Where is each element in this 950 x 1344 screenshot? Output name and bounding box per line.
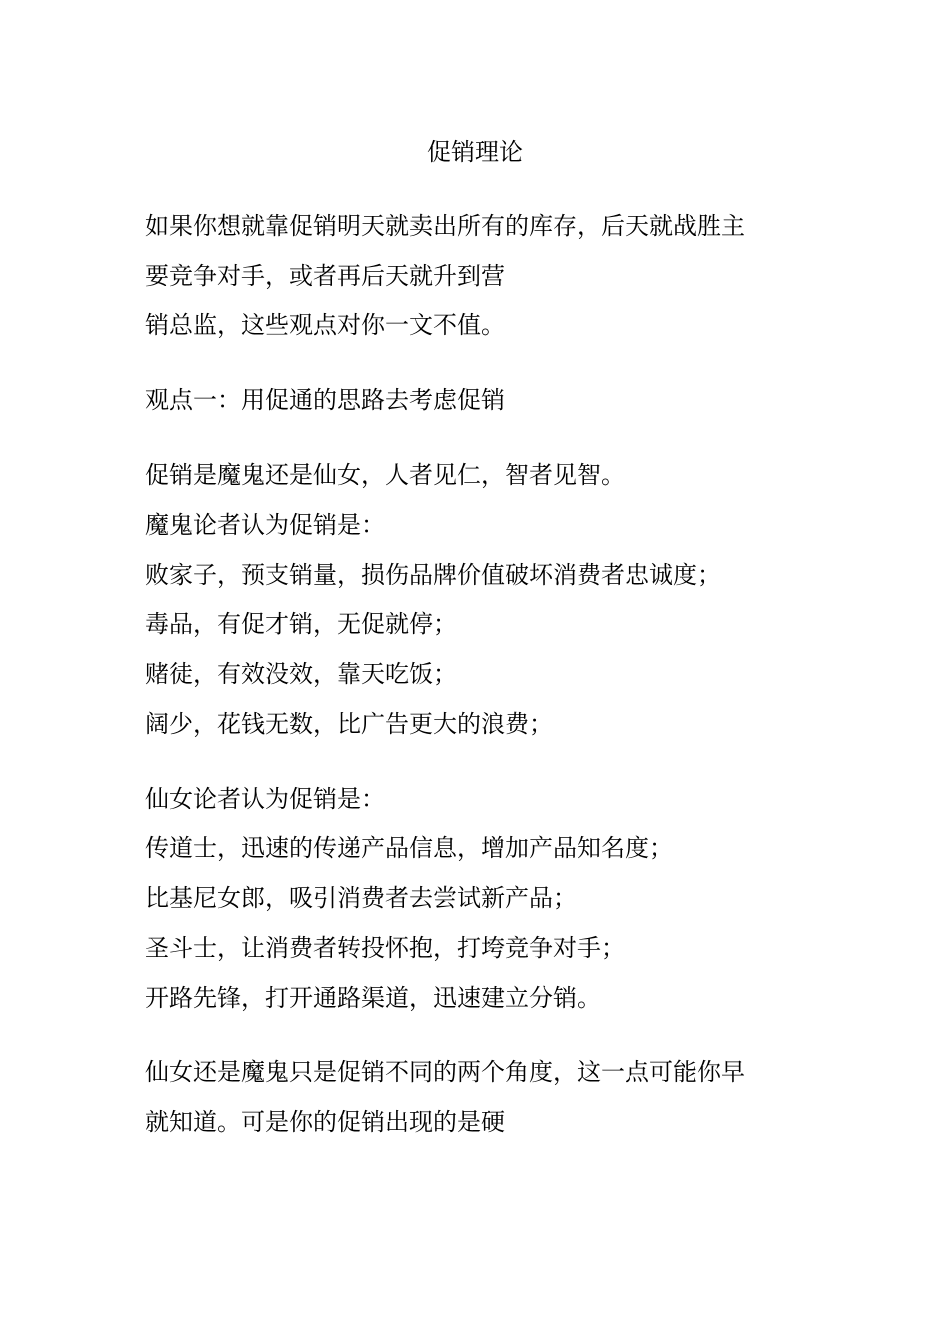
list-item: 传道士，迅速的传递产品信息，增加产品知名度； — [145, 834, 673, 862]
paragraph-line: 魔鬼论者认为促销是： — [145, 511, 385, 539]
document-title: 促销理论 — [427, 138, 523, 166]
paragraph-line: 就知道。可是你的促销出现的是硬 — [145, 1108, 505, 1136]
paragraph-line: 仙女还是魔鬼只是促销不同的两个角度，这一点可能你早 — [145, 1058, 745, 1086]
paragraph-line: 要竞争对手，或者再后天就升到营 — [145, 262, 505, 290]
paragraph-line: 如果你想就靠促销明天就卖出所有的库存，后天就战胜主 — [145, 212, 745, 240]
list-item: 比基尼女郎，吸引消费者去尝试新产品； — [145, 884, 577, 912]
list-item: 败家子，预支销量，损伤品牌价值破坏消费者忠诚度； — [145, 561, 721, 589]
list-item: 赌徒，有效没效，靠天吃饭； — [145, 660, 457, 688]
list-item: 开路先锋，打开通路渠道，迅速建立分销。 — [145, 984, 601, 1012]
section-heading: 观点一：用促通的思路去考虑促销 — [145, 386, 505, 414]
list-item: 阔少，花钱无数，比广告更大的浪费； — [145, 710, 553, 738]
list-item: 毒品，有促才销，无促就停； — [145, 610, 457, 638]
paragraph-line: 销总监，这些观点对你一文不值。 — [145, 311, 505, 339]
paragraph-line: 仙女论者认为促销是： — [145, 785, 385, 813]
list-item: 圣斗士，让消费者转投怀抱，打垮竞争对手； — [145, 934, 625, 962]
paragraph-line: 促销是魔鬼还是仙女，人者见仁，智者见智。 — [145, 461, 625, 489]
